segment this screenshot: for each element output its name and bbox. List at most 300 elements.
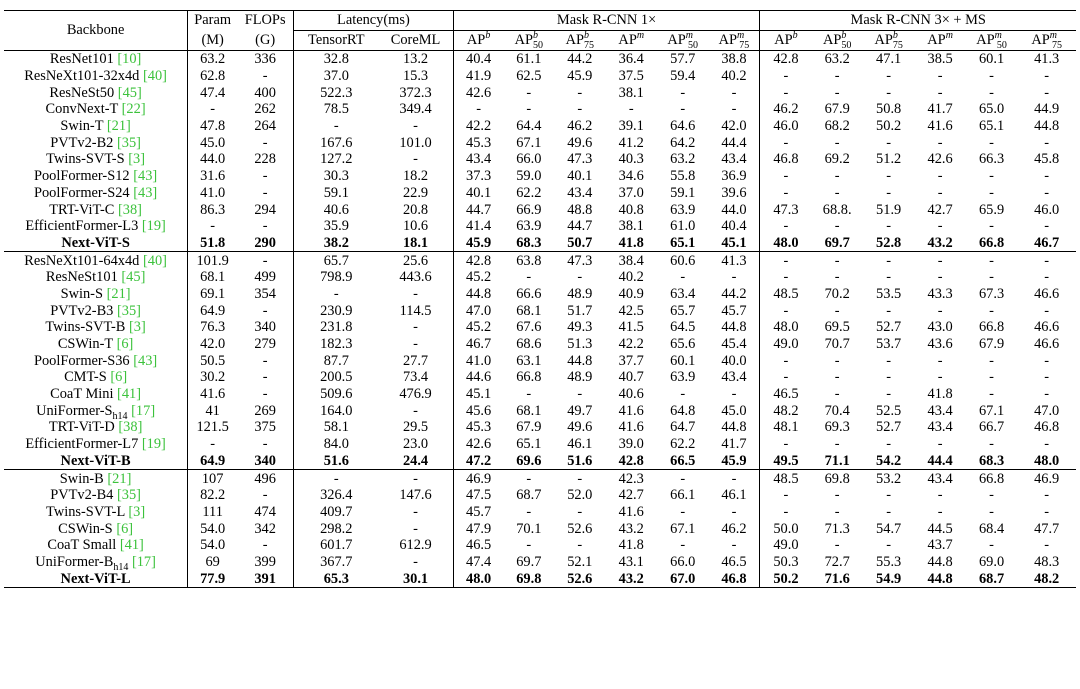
value-cell: 49.5 [760, 453, 811, 470]
citation-link[interactable]: [41] [117, 386, 142, 403]
backbone-name: Next-ViT-B [60, 452, 131, 469]
header-flops: FLOPs [237, 11, 294, 31]
value-cell: 73.4 [402, 369, 429, 386]
value-cell: 64.9 [188, 453, 237, 470]
value-cell: 27.7 [402, 352, 429, 369]
value-cell: 22.9 [402, 184, 429, 201]
value-cell: - [577, 269, 583, 286]
value-cell: - [886, 184, 892, 201]
citation-link[interactable]: [45] [117, 84, 142, 101]
value-cell: 45.7 [721, 302, 747, 319]
value-cell: 46.8 [760, 151, 811, 168]
value-cell: - [914, 252, 965, 269]
citation-link[interactable]: [45] [121, 269, 146, 286]
citation-link[interactable]: [3] [129, 319, 146, 336]
value-cell: 69 [188, 554, 237, 571]
value-cell: 65.7 [294, 252, 379, 269]
backbone-cell [4, 84, 188, 101]
value-cell: 67.0 [657, 570, 708, 587]
value-cell: 47.3 [567, 151, 593, 168]
backbone-name: CSWin-S [58, 520, 113, 537]
table-row [4, 520, 1076, 537]
value-cell: 67.6 [516, 319, 542, 336]
backbone-cell [4, 554, 188, 571]
backbone-name: TRT-ViT-D [48, 419, 115, 436]
value-cell: - [262, 218, 268, 235]
value-cell: - [760, 134, 811, 151]
value-cell: 40.4 [721, 218, 747, 235]
value-cell: 44.0 [721, 201, 747, 218]
header-metric [504, 31, 554, 51]
citation-link[interactable]: [22] [121, 101, 146, 118]
value-cell: 45.8 [1034, 151, 1060, 168]
citation-link[interactable]: [6] [110, 369, 128, 386]
header-metric [554, 31, 605, 51]
value-cell: 41.6 [618, 402, 644, 419]
table-row [4, 134, 1076, 151]
value-cell: 37.5 [618, 68, 644, 85]
value-cell: 43.4 [721, 369, 747, 386]
value-cell: - [262, 68, 268, 85]
value-cell: 63.4 [670, 285, 696, 302]
backbone-cell [4, 402, 188, 419]
value-cell: 41.9 [453, 68, 503, 85]
value-cell: 399 [254, 553, 276, 570]
citation-link[interactable]: [43] [133, 168, 158, 185]
value-cell: 48.0 [760, 319, 811, 336]
value-cell: 58.1 [294, 419, 379, 436]
value-cell: - [937, 184, 943, 201]
value-cell: - [731, 503, 737, 520]
backbone-cell [4, 369, 188, 386]
backbone-name: Swin-T [60, 118, 104, 135]
value-cell: 44.8 [927, 553, 953, 570]
citation-link[interactable]: [43] [133, 184, 158, 201]
value-cell: 48.3 [1034, 553, 1060, 570]
header-metric [914, 31, 965, 51]
metric-scripts [995, 31, 1007, 50]
value-cell: 51.8 [188, 235, 237, 252]
value-cell: - [680, 84, 686, 101]
value-cell: - [262, 369, 268, 386]
header-mask-rcnn-1x: Mask R-CNN 1× [453, 11, 760, 31]
value-cell: 53.2 [863, 470, 914, 487]
value-cell: 60.1 [670, 352, 696, 369]
table-row [4, 302, 1076, 319]
header-backbone: Backbone [4, 11, 188, 51]
metric-base: AP [514, 32, 534, 48]
value-cell: 41.8 [618, 234, 644, 251]
value-cell: - [731, 269, 737, 286]
value-cell: 68.3 [978, 452, 1005, 469]
metric-scripts [946, 31, 953, 50]
table-row [4, 168, 1076, 185]
value-cell: 41.3 [1017, 51, 1076, 68]
value-cell: 68.4 [978, 520, 1005, 537]
table-row [4, 319, 1076, 336]
value-cell: - [680, 101, 686, 118]
value-cell: 46.0 [1034, 201, 1060, 218]
value-cell: 49.6 [567, 419, 593, 436]
value-cell: 43.2 [618, 520, 644, 537]
value-cell: 66.9 [516, 201, 542, 218]
value-cell: - [989, 269, 994, 286]
value-cell: 51.9 [876, 201, 902, 218]
backbone-name: PoolFormer-S24 [33, 184, 130, 201]
value-cell: 474 [254, 503, 276, 520]
backbone-name: PVTv2-B2 [50, 134, 114, 151]
value-cell: - [526, 503, 532, 520]
header-metric [657, 31, 708, 51]
table-row [4, 235, 1076, 252]
value-cell: 798.9 [294, 269, 379, 286]
value-cell: 46.7 [453, 336, 503, 353]
value-cell: 41.7 [927, 101, 953, 118]
value-cell: - [188, 101, 237, 118]
value-cell: - [863, 252, 914, 269]
value-cell: 45.4 [721, 336, 747, 353]
value-cell: 42.6 [927, 151, 953, 168]
table-row [4, 419, 1076, 436]
value-cell: 46.9 [1017, 470, 1076, 487]
value-cell: - [657, 470, 708, 487]
value-cell: 64.8 [670, 402, 696, 419]
value-cell: 49.6 [567, 134, 593, 151]
value-cell: - [413, 553, 418, 570]
backbone-cell [4, 504, 188, 521]
value-cell: 68.3 [516, 234, 542, 251]
table-row [4, 68, 1076, 85]
header-metric [966, 31, 1017, 51]
value-cell: 41.2 [618, 134, 644, 151]
value-cell: 509.6 [294, 386, 379, 403]
value-cell: 41.6 [188, 386, 237, 403]
backbone-cell [4, 235, 188, 252]
metric-sup: m [1049, 30, 1057, 42]
value-cell: - [937, 352, 943, 369]
value-cell: 29.5 [402, 419, 429, 436]
value-cell: 367.7 [294, 554, 379, 571]
value-cell: 37.7 [618, 352, 644, 369]
value-cell: 45.1 [453, 386, 503, 403]
value-cell: 47.3 [554, 252, 605, 269]
value-cell: - [628, 101, 634, 118]
value-cell: 43.6 [927, 336, 953, 353]
value-cell: - [680, 386, 686, 403]
value-cell: 63.2 [188, 51, 237, 68]
value-cell: 68.1 [188, 269, 237, 286]
value-cell: - [731, 101, 737, 118]
citation-link[interactable]: [10] [117, 51, 142, 68]
value-cell: 60.6 [657, 252, 708, 269]
value-cell: 87.7 [294, 352, 379, 369]
value-cell: 59.4 [670, 68, 696, 85]
value-cell: - [1044, 168, 1050, 185]
metric-base: AP [976, 32, 995, 48]
backbone-cell [4, 487, 188, 504]
header-metric [811, 31, 862, 51]
value-cell: 47.5 [453, 487, 503, 504]
citation-link[interactable]: [35] [116, 134, 141, 151]
value-cell: 496 [237, 470, 294, 487]
value-cell: 46.8 [1034, 419, 1060, 436]
value-cell: - [262, 184, 268, 201]
value-cell: 45.3 [453, 419, 503, 436]
metric-sub: 50 [533, 39, 544, 51]
table-row [4, 252, 1076, 269]
value-cell: - [1044, 352, 1050, 369]
value-cell: - [1044, 269, 1050, 286]
value-cell: 43.7 [927, 537, 953, 554]
value-cell: 48.5 [760, 286, 811, 303]
value-cell: 50.3 [760, 554, 811, 571]
value-cell: 51.3 [567, 336, 593, 353]
value-cell: - [1044, 369, 1050, 386]
value-cell: - [886, 386, 892, 403]
value-cell: - [834, 84, 840, 101]
value-cell: - [834, 184, 840, 201]
value-cell: 499 [254, 269, 276, 286]
metric-scripts [1050, 31, 1062, 50]
value-cell: 41.0 [188, 185, 237, 202]
citation-link[interactable]: [6] [116, 336, 134, 353]
value-cell: 48.0 [1034, 452, 1060, 469]
value-cell: - [989, 436, 994, 453]
header-param-unit: (M) [188, 31, 237, 51]
metric-sup: b [583, 30, 589, 42]
value-cell: 70.2 [824, 285, 850, 302]
value-cell: 46.5 [760, 386, 811, 403]
citation-link[interactable]: [41] [119, 537, 144, 554]
value-cell: 67.1 [978, 402, 1005, 419]
value-cell: 46.2 [567, 118, 593, 135]
backbone-name: ConvNext-T [45, 101, 119, 118]
value-cell: 127.2 [294, 151, 379, 168]
value-cell: 38.5 [914, 51, 965, 68]
value-cell: 36.4 [606, 51, 657, 68]
value-cell: 43.4 [927, 402, 953, 419]
citation-link[interactable]: [38] [118, 419, 143, 436]
table-row [4, 453, 1076, 470]
citation-link[interactable]: [35] [116, 487, 141, 504]
value-cell: - [937, 218, 943, 235]
value-cell: 69.8 [504, 570, 554, 587]
value-cell: 349.4 [399, 101, 432, 118]
value-cell: 63.1 [516, 352, 542, 369]
value-cell: 65.7 [670, 302, 696, 319]
value-cell: - [834, 537, 840, 554]
value-cell: - [886, 302, 892, 319]
value-cell: 43.4 [914, 470, 965, 487]
citation-link[interactable]: [19] [141, 436, 166, 453]
citation-link[interactable]: [38] [117, 201, 142, 218]
value-cell: - [834, 168, 840, 185]
value-cell: 68.7 [516, 487, 542, 504]
value-cell: 43.2 [927, 234, 953, 251]
value-cell: 63.2 [811, 51, 862, 68]
value-cell: - [886, 218, 892, 235]
value-cell: - [188, 436, 237, 453]
value-cell: 54.7 [876, 520, 902, 537]
backbone-cell [4, 520, 188, 537]
value-cell: - [989, 386, 994, 403]
value-cell: 41.4 [453, 218, 503, 235]
value-cell: - [413, 151, 418, 168]
table-row [4, 402, 1076, 419]
value-cell: - [937, 369, 943, 386]
value-cell: 59.0 [516, 168, 542, 185]
metric-sup: m [994, 30, 1002, 42]
table-row [4, 118, 1076, 135]
value-cell: - [453, 101, 503, 118]
value-cell: 54.0 [188, 520, 237, 537]
backbone-cell [4, 286, 188, 303]
metric-sup: b [485, 30, 491, 42]
citation-link[interactable]: [43] [133, 352, 158, 369]
value-cell: 290 [254, 234, 276, 251]
value-cell: 38.4 [606, 252, 657, 269]
value-cell: 60.1 [966, 51, 1017, 68]
value-cell: 44.8 [1034, 118, 1060, 135]
value-cell: 65.1 [670, 234, 696, 251]
backbone-name-sub: h14 [112, 410, 128, 420]
results-table [4, 10, 1076, 588]
value-cell: 68.7 [966, 570, 1017, 587]
value-cell: 340 [254, 452, 276, 469]
value-cell: - [731, 386, 737, 403]
value-cell: 66.7 [978, 419, 1005, 436]
citation-link[interactable]: [21] [107, 470, 132, 487]
backbone-cell [4, 386, 188, 403]
value-cell: 326.4 [294, 487, 379, 504]
value-cell: 63.9 [516, 218, 542, 235]
citation-link[interactable]: [21] [106, 285, 131, 302]
value-cell: - [413, 336, 418, 353]
metric-scripts [637, 31, 644, 50]
backbone-name: CSWin-T [57, 336, 113, 353]
value-cell: 45.2 [453, 319, 503, 336]
value-cell: - [1044, 436, 1050, 453]
value-cell: - [989, 68, 994, 85]
citation-link[interactable]: [17] [131, 553, 156, 570]
value-cell: 40.2 [721, 68, 747, 85]
value-cell: 52.1 [567, 553, 593, 570]
backbone-cell [4, 151, 188, 168]
value-cell: 336 [237, 51, 294, 68]
value-cell: - [413, 319, 418, 336]
value-cell: - [989, 503, 994, 520]
value-cell: 49.7 [567, 402, 593, 419]
value-cell: 45.6 [453, 402, 503, 419]
citation-link[interactable]: [3] [128, 503, 146, 520]
value-cell: - [262, 302, 268, 319]
value-cell: 52.8 [876, 234, 902, 251]
value-cell: - [834, 134, 840, 151]
value-cell: - [834, 68, 840, 85]
citation-link[interactable]: [19] [141, 218, 166, 235]
value-cell: 53.5 [876, 285, 902, 302]
value-cell: 69.2 [824, 151, 850, 168]
value-cell: - [1044, 386, 1050, 403]
value-cell: 55.8 [670, 168, 696, 185]
value-cell: - [1017, 252, 1076, 269]
value-cell: 44.8 [721, 319, 747, 336]
value-cell: 59.1 [670, 184, 696, 201]
value-cell: 46.6 [1034, 336, 1060, 353]
value-cell: - [834, 269, 840, 286]
backbone-cell [4, 51, 188, 68]
value-cell: 42.0 [721, 118, 747, 135]
metric-scripts [893, 31, 903, 50]
value-cell: 200.5 [294, 369, 379, 386]
value-cell: 44.2 [721, 285, 747, 302]
citation-link[interactable]: [40] [142, 252, 167, 269]
value-cell: - [989, 537, 994, 554]
metric-sup: b [892, 30, 898, 42]
backbone-name: PVTv2-B3 [50, 302, 114, 319]
citation-link[interactable]: [21] [106, 118, 131, 135]
value-cell: 64.6 [670, 118, 696, 135]
value-cell: 41.6 [927, 118, 953, 135]
citation-link[interactable]: [6] [116, 520, 134, 537]
backbone-name: Twins-SVT-L [46, 503, 125, 520]
value-cell: - [680, 503, 686, 520]
metric-sub: 50 [688, 39, 699, 51]
value-cell: - [731, 84, 737, 101]
value-cell: 43.0 [927, 319, 953, 336]
backbone-cell [4, 101, 188, 118]
value-cell: 45.9 [567, 68, 593, 85]
citation-link[interactable]: [40] [142, 68, 167, 85]
citation-link[interactable]: [35] [116, 302, 141, 319]
value-cell: 46.6 [1034, 285, 1060, 302]
value-cell: 69.6 [516, 452, 542, 469]
header-mask-rcnn-3x-ms: Mask R-CNN 3× + MS [760, 11, 1076, 31]
header-latency: Latency(ms) [294, 11, 453, 31]
value-cell: 50.2 [876, 118, 902, 135]
backbone-cell [4, 537, 188, 554]
value-cell: 40.3 [618, 151, 644, 168]
table-row [4, 185, 1076, 202]
value-cell: 48.0 [760, 235, 811, 252]
value-cell: 45.9 [721, 452, 747, 469]
value-cell: - [760, 185, 811, 202]
value-cell: 64.7 [670, 419, 696, 436]
value-cell: - [886, 352, 892, 369]
backbone-name: PVTv2-B4 [50, 487, 114, 504]
citation-link[interactable]: [17] [131, 402, 156, 419]
value-cell: 38.1 [618, 84, 644, 101]
value-cell: - [834, 369, 840, 386]
value-cell: 44.2 [554, 51, 605, 68]
value-cell: 48.9 [567, 369, 593, 386]
value-cell: 69.1 [188, 286, 237, 303]
value-cell: 45.7 [453, 504, 503, 521]
value-cell: 35.9 [294, 218, 379, 235]
citation-link[interactable]: [3] [128, 151, 145, 168]
value-cell: - [834, 487, 840, 504]
value-cell: 65.9 [978, 201, 1005, 218]
value-cell: - [989, 302, 994, 319]
value-cell: 45.9 [453, 235, 503, 252]
value-cell: 84.0 [294, 436, 379, 453]
value-cell: - [1044, 537, 1050, 554]
value-cell: - [834, 503, 840, 520]
value-cell: 46.0 [760, 118, 811, 135]
value-cell: 18.1 [402, 234, 429, 251]
backbone-name: Next-ViT-L [60, 570, 131, 587]
value-cell: 47.0 [1034, 402, 1060, 419]
